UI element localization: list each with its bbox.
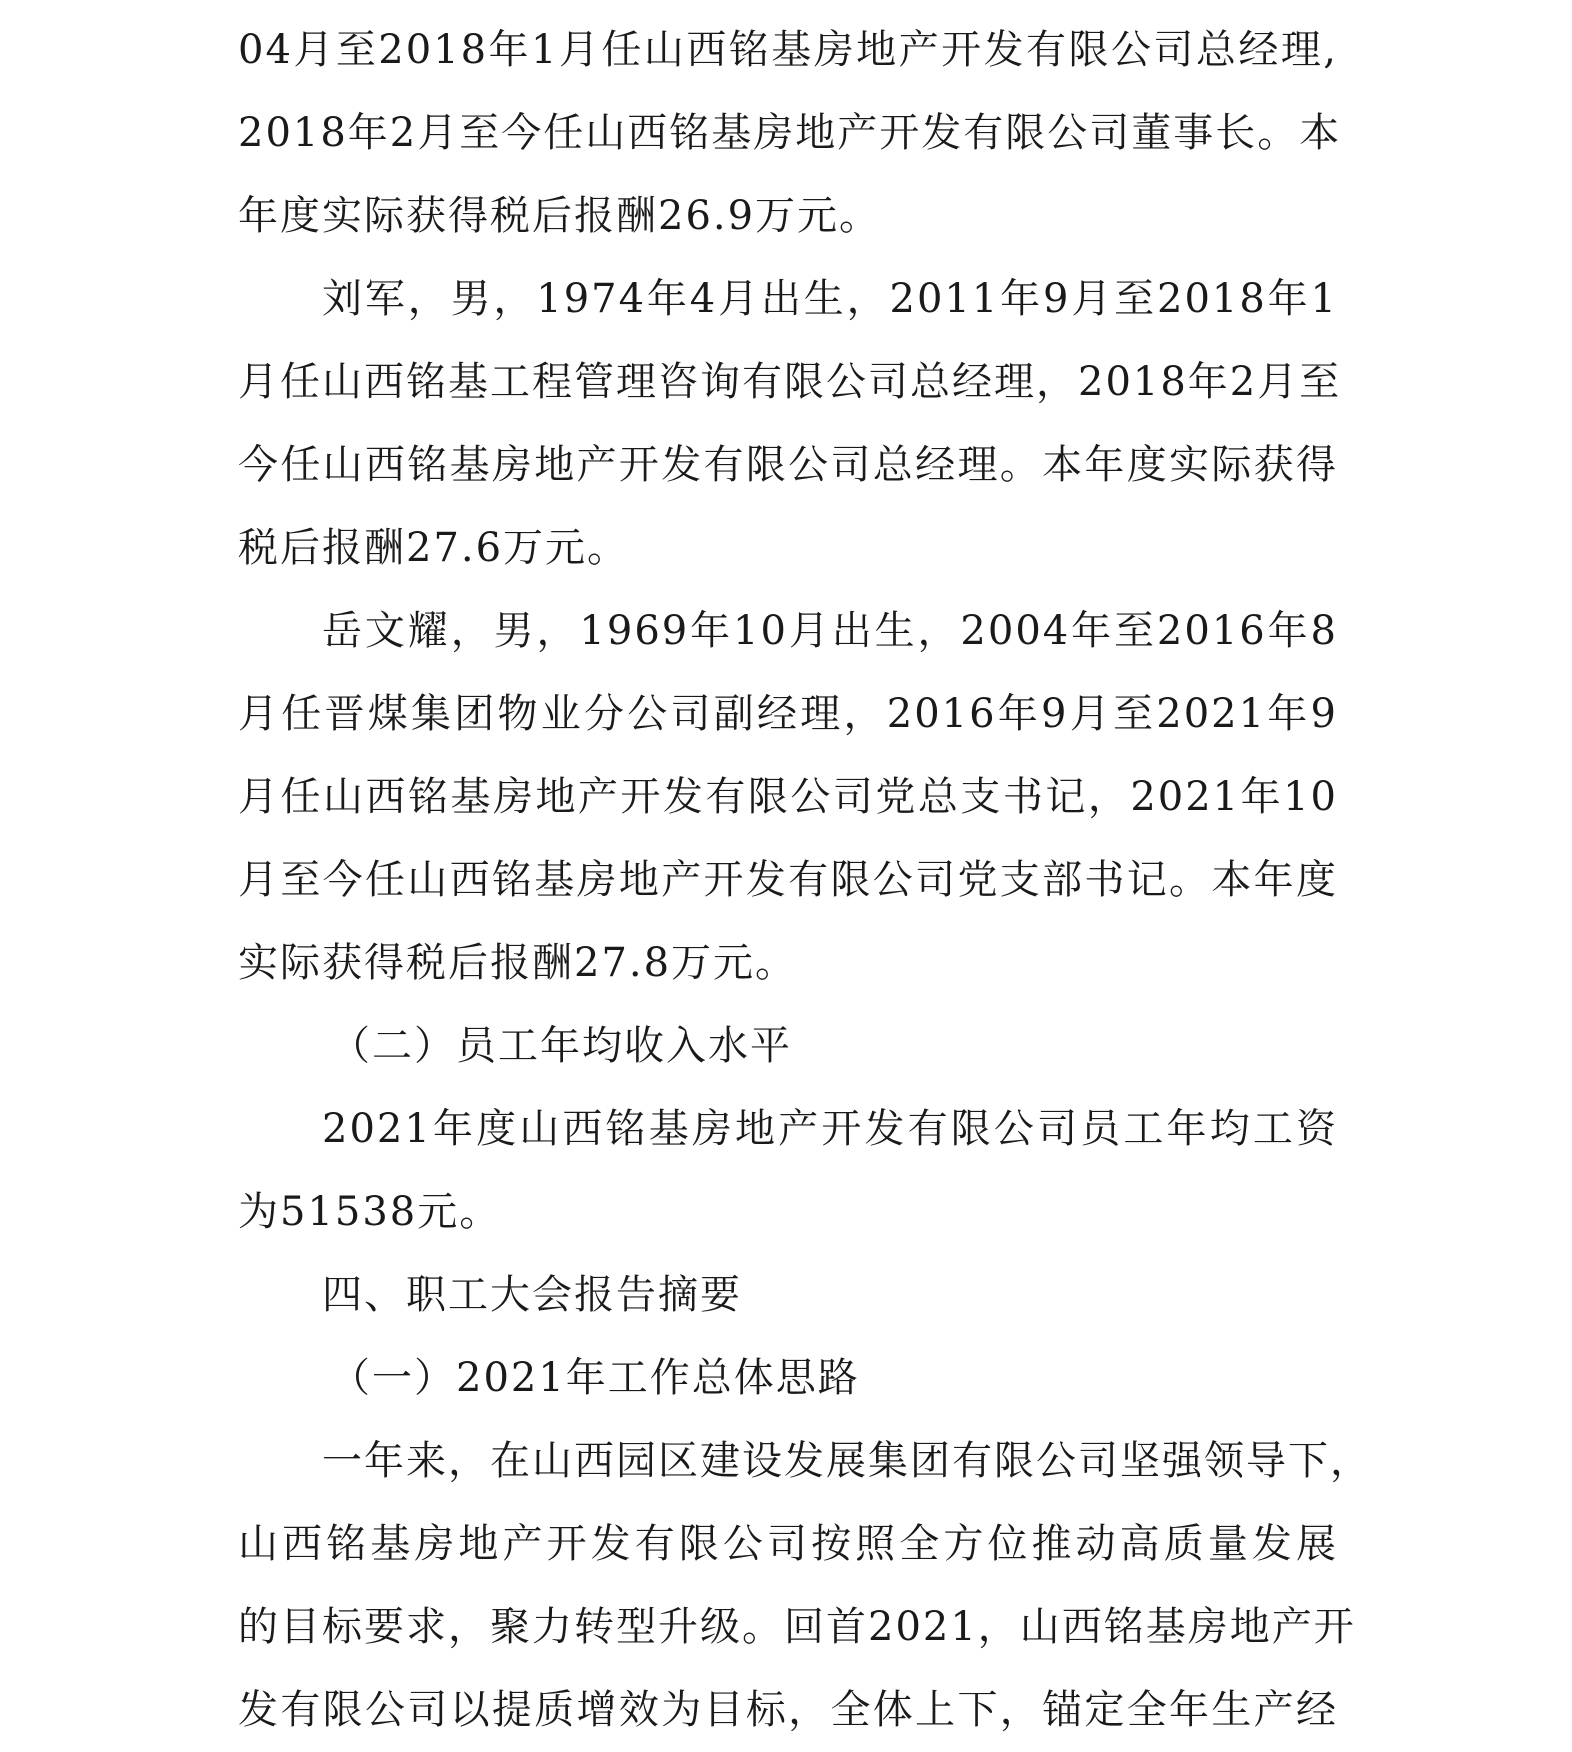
section-heading-2021-ideas: （一）2021年工作总体思路 [330, 1355, 860, 1401]
text-line-5: 月任山西铭基工程管理咨询有限公司总经理，2018年2月至 [238, 359, 1342, 405]
text-line-19: 山西铭基房地产开发有限公司按照全方位推动高质量发展 [238, 1521, 1338, 1567]
text-line-1: 04月至2018年1月任山西铭基房地产开发有限公司总经理, [238, 27, 1338, 73]
text-line-2: 2018年2月至今任山西铭基房地产开发有限公司董事长。本 [238, 110, 1342, 156]
text-line-4: 刘军，男，1974年4月出生，2011年9月至2018年1 [322, 276, 1338, 322]
text-line-21: 发有限公司以提质增效为目标，全体上下，锚定全年生产经 [238, 1687, 1338, 1733]
text-line-11: 月至今任山西铭基房地产开发有限公司党支部书记。本年度 [238, 857, 1338, 903]
text-line-6: 今任山西铭基房地产开发有限公司总经理。本年度实际获得 [238, 442, 1338, 488]
text-line-3: 年度实际获得税后报酬26.9万元。 [238, 193, 882, 239]
text-line-12: 实际获得税后报酬27.8万元。 [238, 940, 798, 986]
text-line-20: 的目标要求，聚力转型升级。回首2021，山西铭基房地产开 [238, 1604, 1356, 1650]
section-heading-staff-meeting: 四、职工大会报告摘要 [322, 1272, 742, 1318]
section-heading-employee-income: （二）员工年均收入水平 [330, 1023, 792, 1069]
text-line-10: 月任山西铭基房地产开发有限公司党总支书记，2021年10 [238, 774, 1338, 820]
text-line-7: 税后报酬27.6万元。 [238, 525, 630, 571]
text-line-15: 为51538元。 [238, 1189, 502, 1235]
text-line-9: 月任晋煤集团物业分公司副经理，2016年9月至2021年9 [238, 691, 1338, 737]
text-line-8: 岳文耀，男，1969年10月出生，2004年至2016年8 [322, 608, 1338, 654]
text-line-14: 2021年度山西铭基房地产开发有限公司员工年均工资 [322, 1106, 1338, 1152]
text-line-18: 一年来，在山西园区建设发展集团有限公司坚强领导下， [322, 1438, 1372, 1484]
